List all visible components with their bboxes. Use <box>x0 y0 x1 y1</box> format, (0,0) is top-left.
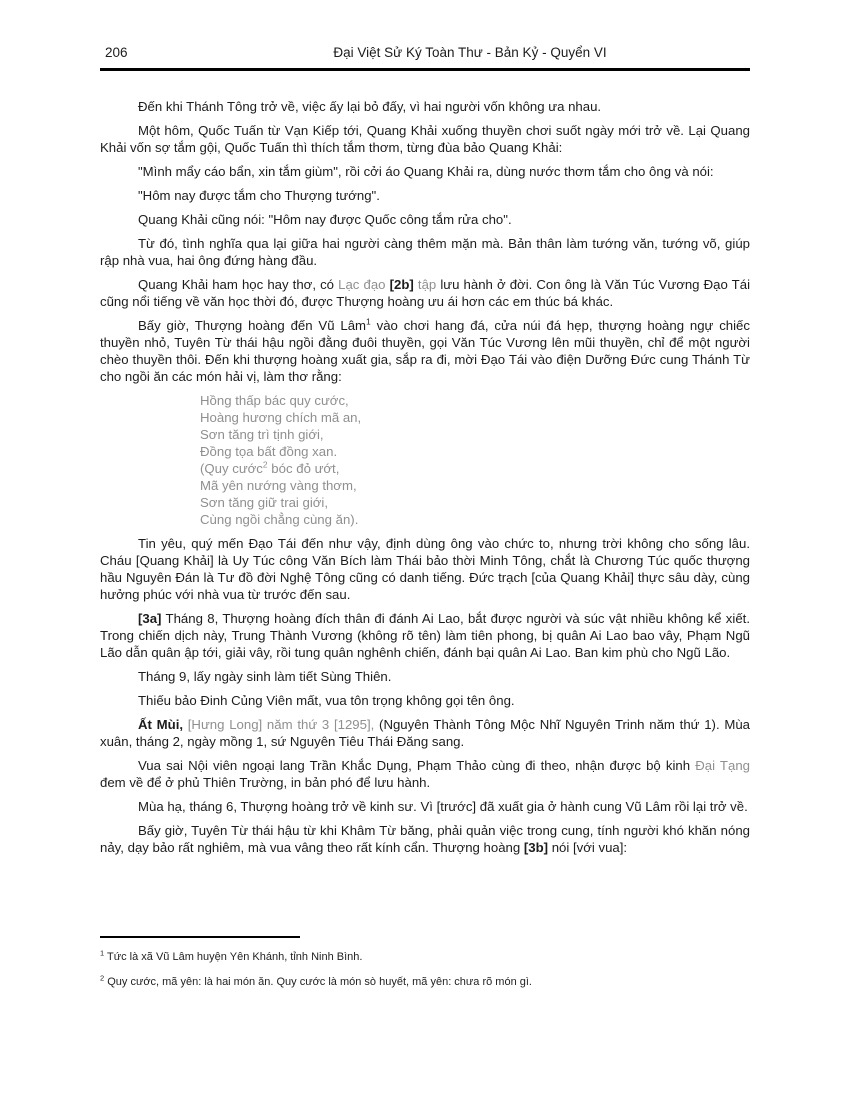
body-text: Mùa hạ, tháng 6, Thượng hoàng trở về kinh sư. Vì [trước] đã xuất gia ở hành cung Vũ Lâm rồi lại trở về. <box>138 799 748 814</box>
footnote-text: Tức là xã Vũ Lâm huyện Yên Khánh, tỉnh Ninh Bình. <box>104 951 363 963</box>
body-text: Tháng 8, Thượng hoàng đích thân đi đánh Ai Lao, bắt được người và súc vật nhiều không kể xiết. Trong chiến dịch này, Trung Thành Vương (không rõ tên) làm tiên phong, bị quân Ai Lao bao vây, Phạm Ngũ Lão dẫn quân ập tới, giải vây, rồi tung quân nghênh chiến, đánh bại quân Ai Lao. Ban kim phù cho Ngũ Lão. <box>100 611 750 660</box>
paragraph <box>100 122 750 156</box>
body-text: Vua sai Nội viên ngoại lang Trần Khắc Dụng, Phạm Thảo cùng đi theo, nhận được bộ kinh <box>138 758 696 773</box>
footnote-separator <box>100 936 300 938</box>
body-text: Hồng thấp bác quy cước, <box>200 393 349 408</box>
footnote-reference: 1 <box>366 316 371 327</box>
poem-line <box>200 477 750 494</box>
body-text: Đến khi Thánh Tông trở về, việc ấy lại bỏ đấy, vì hai người vốn không ưa nhau. <box>138 99 602 114</box>
paragraph <box>100 692 750 709</box>
page-header <box>100 44 750 71</box>
emphasis-text: Ất Mùi, <box>138 717 184 732</box>
poem-block <box>200 392 750 528</box>
emphasis-text: [3a] <box>138 611 162 626</box>
footnote-marker: 1 <box>100 948 105 958</box>
body-text: Quang Khải cũng nói: "Hôm nay được Quốc công tắm rửa cho". <box>138 212 512 227</box>
footnote-reference: 2 <box>262 459 268 470</box>
paragraph <box>100 668 750 685</box>
body-text: Hoàng hương chích mã an, <box>200 410 362 425</box>
body-text: Tháng 9, lấy ngày sinh làm tiết Sùng Thiên. <box>138 669 392 684</box>
body-text: Cùng ngồi chẳng cùng ăn). <box>200 512 359 527</box>
paragraph <box>100 610 750 661</box>
poem-line <box>200 392 750 409</box>
body-text: Một hôm, Quốc Tuấn từ Vạn Kiếp tới, Quang Khải xuống thuyền chơi suốt ngày mới trở về. Lại Quang Khải vốn sợ tắm gội, Quốc Tuấn thì thích tắm thơm, từng đùa bảo Quang Khải: <box>100 123 750 155</box>
body-text: (Quy cước <box>200 461 263 476</box>
paragraph <box>100 98 750 115</box>
paragraph <box>100 798 750 815</box>
poem-line <box>200 494 750 511</box>
body-text: "Mình mẩy cáo bẩn, xin tắm giùm", rồi cởi áo Quang Khải ra, dùng nước thơm tắm cho ông và nói: <box>138 164 714 179</box>
paragraph <box>100 535 750 603</box>
paragraph <box>100 163 750 180</box>
body-text: vào chơi hang đá, cửa núi đá hẹp, thượng hoàng ngự chiếc thuyền nhỏ, Tuyên Từ thái hậu ngồi đằng đuôi thuyền, gọi Văn Túc Vương lên mũi thuyền, chỉ để một người chèo thuyền thôi. Đến khi thượng hoàng xuất gia, sắp ra đi, mời Đạo Tái vào điện Dưỡng Đức cung Thánh Từ cho ngồi ăn các món hải vị, làm thơ rằng: <box>100 318 750 384</box>
body-text: Thiếu bảo Đinh Củng Viên mất, vua tôn trọng không gọi tên ông. <box>138 693 515 708</box>
body-text: (Nguyên Thành Tông Mộc Nhĩ Nguyên Trinh năm thứ 1). Mùa xuân, tháng 2, ngày mồng 1, sứ Nguyên Tiêu Thái Đăng sang. <box>100 717 751 749</box>
footnote <box>100 950 750 964</box>
page-title: Đại Việt Sử Ký Toàn Thư - Bản Kỷ - Quyển VI <box>333 45 607 60</box>
paragraph <box>100 317 750 385</box>
footnote <box>100 975 750 989</box>
body-text: Đồng tọa bất đồng xan. <box>200 444 338 459</box>
body-text: Sơn tăng giữ trai giới, <box>200 495 329 510</box>
cited-title-text: Đại Tạng <box>695 758 750 773</box>
emphasis-text: [3b] <box>523 840 549 855</box>
body-text: "Hôm nay được tắm cho Thượng tướng". <box>138 188 380 203</box>
paragraph <box>100 716 750 750</box>
emphasis-text: [2b] <box>389 277 414 292</box>
body-text: Quang Khải ham học hay thơ, có <box>138 277 339 292</box>
paragraph <box>100 235 750 269</box>
paragraph <box>100 187 750 204</box>
body-text: lưu hành ở đời. Con ông là Văn Túc Vương Đạo Tái cũng nổi tiếng về văn học thời đó, được Thượng hoàng ưu ái hơn các em thúc bá khác. <box>100 277 750 309</box>
footnote-text: Quy cước, mã yên: là hai món ăn. Quy cước là món sò huyết, mã yên: chưa rõ món gì. <box>104 976 532 988</box>
body-text: Mã yên nướng vàng thơm, <box>200 478 357 493</box>
document-body <box>100 98 750 863</box>
poem-line <box>200 443 750 460</box>
paragraph <box>100 211 750 228</box>
footnote-list <box>100 950 750 989</box>
body-text: Từ đó, tình nghĩa qua lại giữa hai người càng thêm mặn mà. Bản thân làm tướng văn, tướng võ, giúp rập nhà vua, hai ông đứng hàng đầu. <box>100 236 750 268</box>
body-text: Tin yêu, quý mến Đạo Tái đến như vậy, định dùng ông vào chức to, nhưng trời không cho sống lâu. Cháu [Quang Khải] là Uy Túc công Văn Bích làm Thái bảo thời Minh Tông, chắt là Chương Túc quốc thượng hầu Nguyên Đán là Tư đồ đời Nghệ Tông cũng có danh tiếng. Đức trạch [của Quang Khải] thực sâu dày, cùng hưởng phúc với nhà vua từ trước đến sau. <box>100 536 750 602</box>
body-text: Bấy giờ, Tuyên Từ thái hậu từ khi Khâm Từ băng, phải quản việc trong cung, tính người khó khăn nóng nảy, dạy bảo rất nghiêm, mà vua vâng theo rất kính cẩn. Thượng hoàng <box>100 823 750 855</box>
body-text: Sơn tăng trì tịnh giới, <box>200 427 324 442</box>
body-text: bóc đỏ ướt, <box>267 461 340 476</box>
poem-line <box>200 409 750 426</box>
poem-line <box>200 460 750 477</box>
cited-title-text: Lạc đạo <box>338 277 390 292</box>
cited-title-text: [Hưng Long] năm thứ 3 [1295], <box>183 717 375 732</box>
page-number: 206 <box>105 45 128 60</box>
paragraph <box>100 757 750 791</box>
cited-title-text: tập <box>413 277 437 292</box>
poem-line <box>200 426 750 443</box>
footnote-marker: 2 <box>100 973 105 983</box>
body-text: Bấy giờ, Thượng hoàng đến Vũ Lâm <box>138 318 367 333</box>
body-text: nói [với vua]: <box>548 840 628 855</box>
footnotes-section <box>100 936 750 1000</box>
poem-line <box>200 511 750 528</box>
body-text: đem về để ở phủ Thiên Trường, in bản phó để lưu hành. <box>100 775 431 790</box>
paragraph <box>100 822 750 856</box>
paragraph <box>100 276 750 310</box>
